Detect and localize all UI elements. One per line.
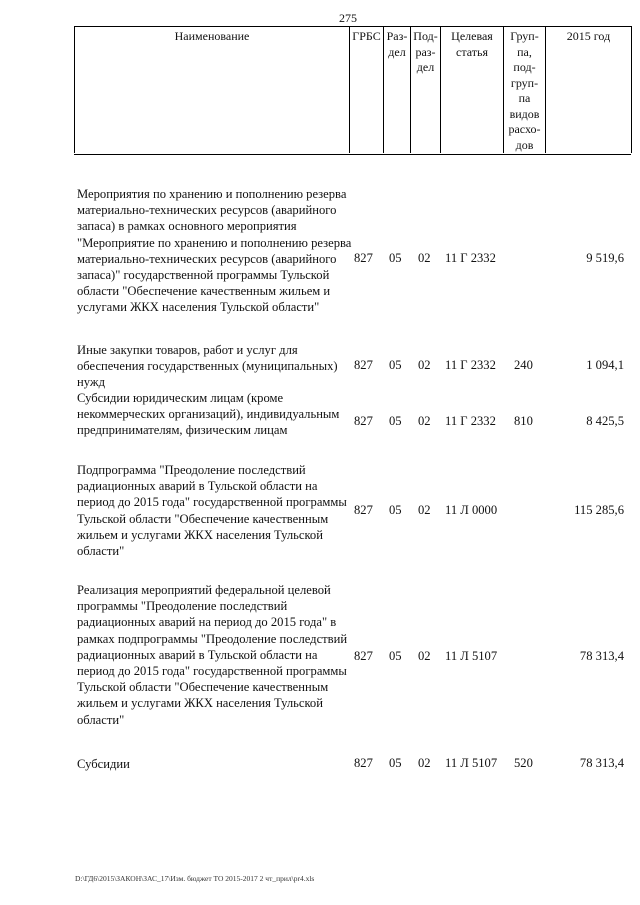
file-path-footer: D:\ГД6\2015\ЗАКОН\ЗАС_17\Изм. бюджет ТО 2015-2017 2 чт_прил\pr4.xls	[75, 874, 315, 883]
row-razdel: 05	[389, 649, 402, 663]
row-razdel: 05	[389, 756, 402, 770]
header-grbs: ГРБС	[352, 29, 381, 43]
row-name: Подпрограмма "Преодоление последствий радиационных аварий в Тульской области на период до 2015 года" государственной программы Тульской области "Обеспечение качественным жильем и услугами ЖКХ населения Тульской области"	[77, 463, 347, 559]
row-grbs: 827	[354, 414, 373, 428]
row-name: Мероприятия по хранению и пополнению резерва материально-технических ресурсов (аварийного запаса) в рамках основного мероприятия "Мероприятие по хранению и пополнению резерва материально-технических ресурсов (аварийного запаса)" государственной программы Тульской области "Обеспечение качественным жильем и услугами ЖКХ населения Тульской области"	[77, 187, 352, 315]
row-grbs: 827	[354, 756, 373, 770]
row-amount: 115 285,6	[574, 503, 624, 517]
row-name: Субсидии	[77, 757, 130, 771]
row-amount: 1 094,1	[586, 358, 624, 372]
row-podrazdel: 02	[418, 503, 431, 517]
header-divider	[631, 26, 632, 153]
row-amount: 9 519,6	[586, 251, 624, 265]
header-divider	[74, 26, 75, 153]
row-grbs: 827	[354, 358, 373, 372]
row-celevaya: 11 Г 2332	[445, 251, 496, 265]
row-razdel: 05	[389, 251, 402, 265]
header-razdel: Раз- дел	[386, 29, 408, 59]
header-year: 2015 год	[566, 29, 611, 43]
row-celevaya: 11 Л 5107	[445, 756, 498, 770]
row-gruppa: 240	[514, 358, 533, 372]
row-podrazdel: 02	[418, 414, 431, 428]
row-name: Иные закупки товаров, работ и услуг для обеспечения государственных (муниципальных) нужд	[77, 343, 338, 390]
row-amount: 78 313,4	[579, 649, 624, 663]
header-name: Наименование	[174, 29, 250, 43]
row-razdel: 05	[389, 503, 402, 517]
row-celevaya: 11 Л 0000	[445, 503, 498, 517]
row-name: Реализация мероприятий федеральной целевой программы "Преодоление последствий радиационных аварий на период до 2015 года" в рамках подпрограммы "Преодоление последствий радиационных аварий в Тульской области на период до 2015 года" государственной программы Тульской области "Обеспечение качественным жильем и услугами ЖКХ населения Тульской области"	[77, 583, 348, 727]
row-celevaya: 11 Г 2332	[445, 414, 496, 428]
row-podrazdel: 02	[418, 756, 431, 770]
row-grbs: 827	[354, 251, 373, 265]
header-celevaya: Целевая статья	[451, 29, 493, 59]
row-amount: 78 313,4	[579, 756, 624, 770]
row-podrazdel: 02	[418, 251, 431, 265]
row-name: Субсидии юридическим лицам (кроме некоммерческих организаций), индивидуальным предпринимателям, физическим лицам	[77, 391, 340, 438]
header-divider	[349, 26, 350, 153]
row-celevaya: 11 Г 2332	[445, 358, 496, 372]
row-gruppa: 810	[514, 414, 533, 428]
header-podrazdel: Под- раз- дел	[413, 29, 438, 74]
header-divider	[545, 26, 546, 153]
row-grbs: 827	[354, 503, 373, 517]
row-amount: 8 425,5	[586, 414, 624, 428]
row-razdel: 05	[389, 358, 402, 372]
page-number: 275	[339, 11, 357, 25]
row-podrazdel: 02	[418, 649, 431, 663]
header-gruppa: Груп- па, под- груп- па видов расхо- дов	[508, 29, 541, 152]
row-celevaya: 11 Л 5107	[445, 649, 498, 663]
row-gruppa: 520	[514, 756, 533, 770]
row-razdel: 05	[389, 414, 402, 428]
row-podrazdel: 02	[418, 358, 431, 372]
row-grbs: 827	[354, 649, 373, 663]
table-header	[74, 26, 631, 155]
